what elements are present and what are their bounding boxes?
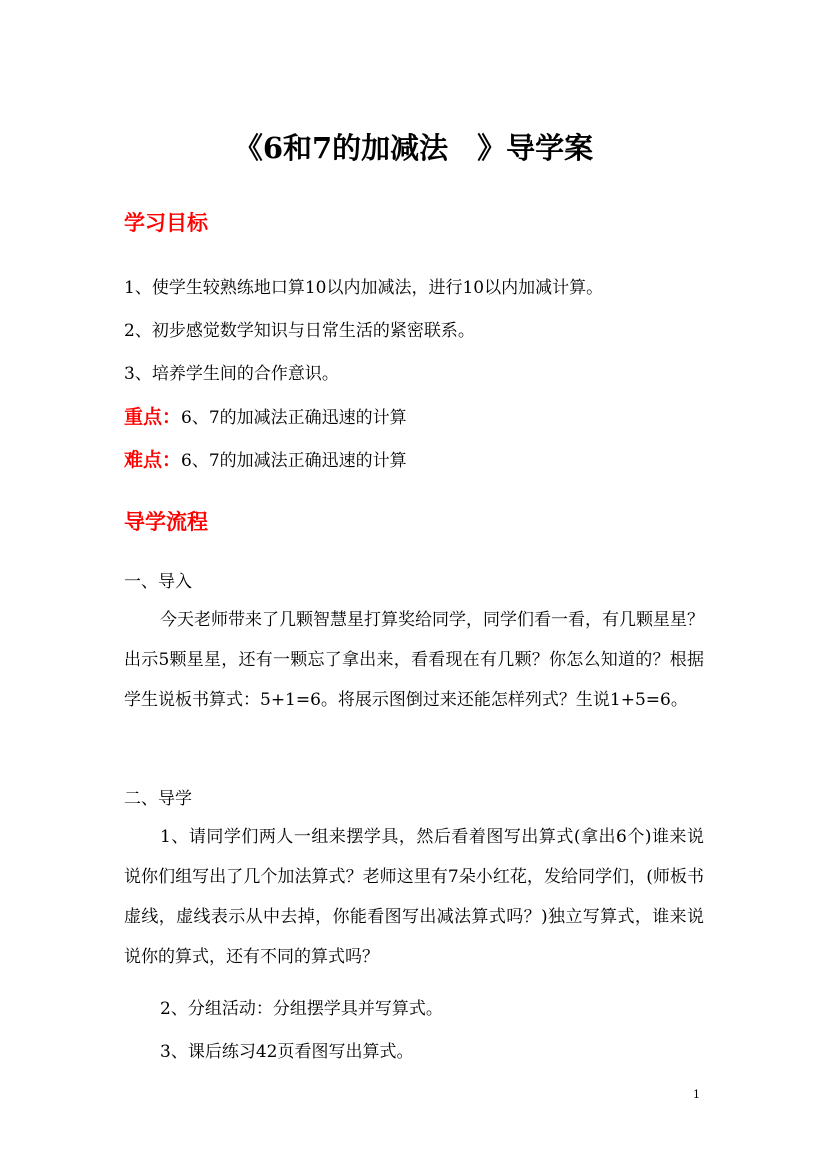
- step2-title: 二、导学: [124, 789, 192, 809]
- difficulty-line: [124, 445, 407, 472]
- goal-item-2: 2、初步感觉数学知识与日常生活的紧密联系。: [124, 321, 475, 341]
- step2-item-3: 3、课后练习42页看图写出算式。: [160, 1042, 414, 1062]
- goals-heading: 学习目标: [124, 210, 208, 235]
- difficulty-text: 6、7的加减法正确迅速的计算: [181, 451, 407, 471]
- page-number: 1: [693, 1088, 700, 1101]
- difficulty-label: 难点：: [124, 449, 182, 471]
- key-point-label: 重点：: [124, 406, 182, 428]
- step1-body: 今天老师带来了几颗智慧星打算奖给同学，同学们看一看，有几颗星星？出示5颗星星，还有一颗忘了拿出来，看看现在有几颗？你怎么知道的？根据学生说板书算式：5+1=6。将展示图倒过来还能怎样列式？生说1+5=6。: [124, 610, 704, 710]
- step2-item-2: 2、分组活动：分组摆学具并写算式。: [160, 999, 443, 1019]
- key-point-line: [124, 402, 407, 429]
- process-heading: 导学流程: [124, 509, 208, 534]
- goal-item-3: 3、培养学生间的合作意识。: [124, 364, 339, 384]
- step1-title: 一、导入: [124, 572, 192, 592]
- goal-item-1: 1、使学生较熟练地口算10以内加减法，进行10以内加减计算。: [124, 278, 604, 298]
- step2-item-1: 1、请同学们两人一组来摆学具，然后看着图写出算式(拿出6个)谁来说说你们组写出了几个加法算式？老师这里有7朵小红花，发给同学们，(师板书虚线，虚线表示从中去掉，你能看图写出减法算式吗？)独立写算式，谁来说说你的算式，还有不同的算式吗？: [124, 827, 704, 967]
- document-title: 《6和7的加减法 》导学案: [233, 131, 594, 165]
- key-point-text: 6、7的加减法正确迅速的计算: [181, 408, 407, 428]
